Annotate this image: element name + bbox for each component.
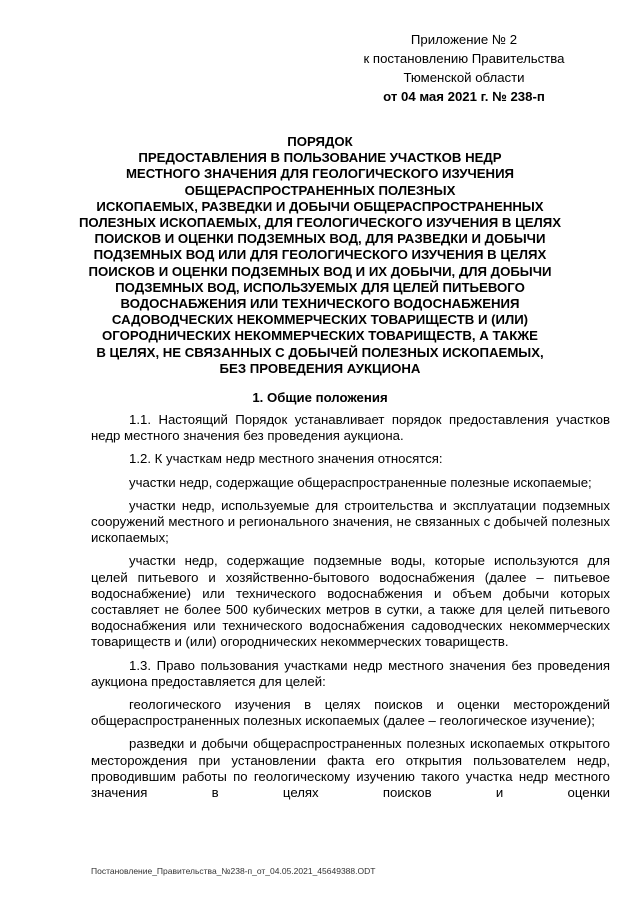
file-footer: Постановление_Правительства_№238-п_от_04.05.2021_45649388.ODT [91, 866, 376, 876]
paragraph: геологического изучения в целях поисков и оценки месторождений общераспространенных полезных ископаемых (далее – геологическое изучение); [91, 697, 610, 729]
title-line: БЕЗ ПРОВЕДЕНИЯ АУКЦИОНА [219, 360, 421, 376]
section-heading: 1. Общие положения [252, 390, 388, 405]
title-line: МЕСТНОГО ЗНАЧЕНИЯ ДЛЯ ГЕОЛОГИЧЕСКОГО ИЗУЧЕНИЯ [125, 166, 515, 182]
title-line: ПОДЗЕМНЫХ ВОД ИЛИ ДЛЯ ГЕОЛОГИЧЕСКОГО ИЗУЧЕНИЯ В ЦЕЛЯХ [93, 247, 547, 263]
appendix-date-number: от 04 мая 2021 г. № 238-п [383, 89, 545, 104]
appendix-reference: к постановлению Правительства [363, 51, 565, 66]
paragraph: 1.1. Настоящий Порядок устанавливает порядок предоставления участков недр местного значения без проведения аукциона. [91, 412, 610, 444]
paragraph: участки недр, используемые для строительства и эксплуатации подземных сооружений местного и регионального значения, не связанных с добычей полезных ископаемых; [91, 497, 610, 546]
title-line: ОБЩЕРАСПРОСТРАНЕННЫХ ПОЛЕЗНЫХ [184, 182, 456, 198]
appendix-number: Приложение № 2 [410, 32, 518, 47]
appendix-region: Тюменской области [403, 70, 525, 85]
appendix-header [334, 30, 594, 106]
title-line: В ЦЕЛЯХ, НЕ СВЯЗАННЫХ С ДОБЫЧЕЙ ПОЛЕЗНЫХ ИСКОПАЕМЫХ, [96, 344, 544, 360]
section-body [91, 412, 610, 808]
title-line: ПОИСКОВ И ОЦЕНКИ ПОДЗЕМНЫХ ВОД И ИХ ДОБЫЧИ, ДЛЯ ДОБЫЧИ [88, 263, 552, 279]
paragraph: участки недр, содержащие подземные воды, которые используются для целей питьевого и хозяйственно-бытового водоснабжения (далее – питьевое водоснабжение) или технического водоснабжения и объем добычи которых составляет не более 500 кубических метров в сутки, а также для целей питьевого водоснабжения или технического водоснабжения садоводческих некоммерческих товариществ и (или) огороднических некоммерческих товариществ. [91, 553, 610, 650]
title-line: ПРЕДОСТАВЛЕНИЯ В ПОЛЬЗОВАНИЕ УЧАСТКОВ НЕДР [138, 150, 502, 166]
title-line: ВОДОСНАБЖЕНИЯ ИЛИ ТЕХНИЧЕСКОГО ВОДОСНАБЖЕНИЯ [120, 296, 520, 312]
paragraph: разведки и добычи общераспространенных полезных ископаемых открытого месторождения при установлении факта его открытия пользователем недр, проводившим работы по геологическому изучению такого участка недр местного значения в целях поисков и оценки [91, 736, 610, 801]
paragraph: 1.2. К участкам недр местного значения относятся: [129, 451, 443, 467]
paragraph: участки недр, содержащие общераспространенные полезные ископаемые; [129, 474, 592, 490]
title-line: ИСКОПАЕМЫХ, РАЗВЕДКИ И ДОБЫЧИ ОБЩЕРАСПРОСТРАНЕННЫХ [96, 198, 544, 214]
title-line: САДОВОДЧЕСКИХ НЕКОММЕРЧЕСКИХ ТОВАРИЩЕСТВ И (ИЛИ) [111, 312, 529, 328]
title-line: ПОРЯДОК [287, 134, 353, 149]
title-line: ОГОРОДНИЧЕСКИХ НЕКОММЕРЧЕСКИХ ТОВАРИЩЕСТВ, А ТАКЖЕ [102, 328, 538, 344]
paragraph: 1.3. Право пользования участками недр местного значения без проведения аукциона предоставляется для целей: [91, 657, 610, 689]
document-title [60, 134, 580, 377]
title-line: ПОДЗЕМНЫХ ВОД, ИСПОЛЬЗУЕМЫХ ДЛЯ ЦЕЛЕЙ ПИТЬЕВОГО [115, 279, 525, 295]
title-line: ПОЛЕЗНЫХ ИСКОПАЕМЫХ, ДЛЯ ГЕОЛОГИЧЕСКОГО ИЗУЧЕНИЯ В ЦЕЛЯХ [78, 215, 562, 231]
title-line: ПОИСКОВ И ОЦЕНКИ ПОДЗЕМНЫХ ВОД, ДЛЯ РАЗВЕДКИ И ДОБЫЧИ [94, 231, 546, 247]
